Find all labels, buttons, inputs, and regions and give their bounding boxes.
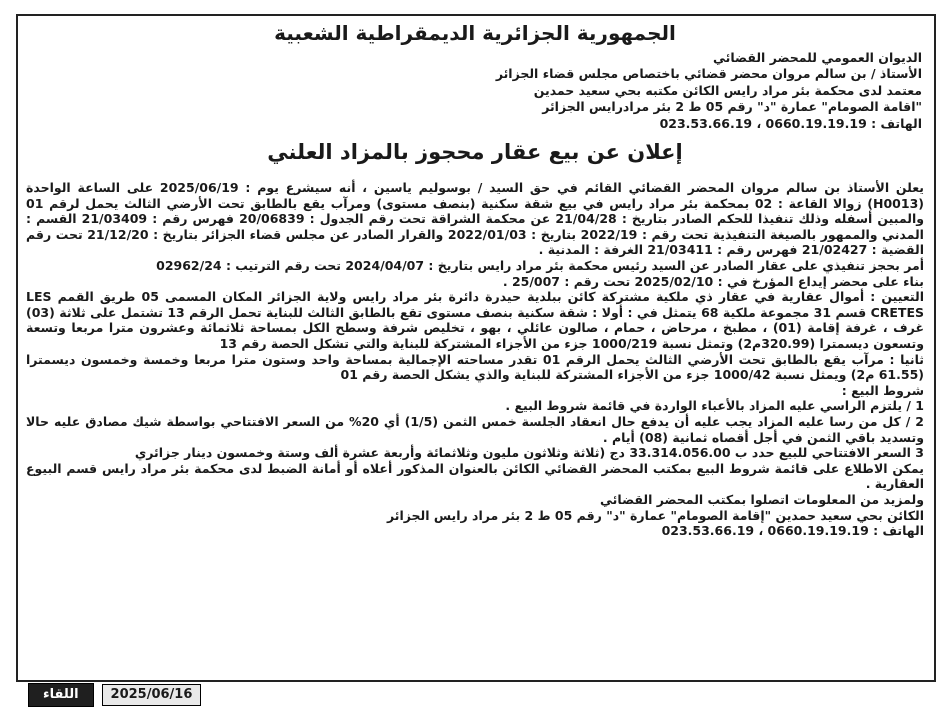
paragraph-garage: ثانيا : مرآب يقع بالطابق تحت الأرضي الثالث يحمل الرقم 01 تقدر مساحته الإجمالية بمساحة واحد وستون مترا مربعا وخمسة وخمسون ديسمترا (61.55 م2) ويمثل نسبة 1000/42 جزء من الأجزاء المشتركة للبناية والذي يشكل الحصة رقم 01 bbox=[26, 351, 924, 383]
paragraph-deposit: بناء على محضر إيداع المؤرخ في : 2025/02/10 تحت رقم : 25/007 . bbox=[502, 273, 924, 289]
condition-2: 2 / كل من رسا عليه المزاد يجب عليه أن يدفع حال انعقاد الجلسة خمس الثمن (1/5) أي 20% من السعر الافتتاحي بواسطة شيك مصادق عليه حالا وتسديد باقي الثمن في أجل أقصاه ثمانية (08) أيام . bbox=[26, 413, 924, 445]
office-line: الديوان العمومي للمحضر القضائي bbox=[713, 50, 922, 65]
condition-3: 3 السعر الافتتاحي للبيع حدد ب 33.314.056.00 دج (ثلاثة وثلاثون مليون وثلاثمائة وأربعة عشرة ألف وستة وخمسون دينار جزائري bbox=[134, 445, 924, 461]
notice-heading: إعلان عن بيع عقار محجوز بالمزاد العلني bbox=[267, 140, 683, 165]
country-title: الجمهورية الجزائرية الديمقراطية الشعبية bbox=[274, 21, 676, 45]
phone-line: الهاتف : 0660.19.19.19 ، 023.53.66.19 bbox=[659, 115, 922, 131]
bailiff-header bbox=[22, 50, 928, 132]
address-line: "اقامة الصومام" عمارة "د" رقم 05 ط 2 بئر مرادرايس الجزائر bbox=[542, 99, 922, 115]
bailiff-line: الأستاذ / بن سالم مروان محضر قضائي باختصاص مجلس قضاء الجزائر bbox=[495, 66, 922, 82]
paragraph-designation: التعيين : أموال عقارية في عقار ذي ملكية مشتركة كائن ببلدية حيدرة دائرة بئر مراد رايس ولاية الجزائر المكان المسمى 05 طريق القمم LES CRETES قسم 31 مجموعة ملكية 68 يتمثل في : أولا : شقة سكنية بنصف مستوى تقع بالطابق الثالث للبناية تحمل الرقم 13 تشتمل على ثلاثة (03) غرف ، غرفة إقامة (01) ، مطبخ ، مرحاض ، حمام ، صالون عائلي ، بهو ، تخليص شرفة وسطح الكل بمساحة ثلاثمائة وعشرون مترا مربعا وتسعة وتسعون ديسمترا (320.99م2) وتمثل نسبة 1000/219 جزء من الأجزاء المشتركة للبناية والتي تشكل الحصة رقم 13 bbox=[26, 289, 924, 351]
paragraph-announcement: يعلن الأستاذ بن سالم مروان المحضر القضائي القائم في حق السيد / بوسوليم ياسين ، أنه سيشرع يوم : 2025/06/19 على الساعة الواحدة (H0013) زوالا القاعة : 02 بمحكمة بئر مراد رايس في بيع شقة سكنية (بنصف مستوى) ومرآب يقع بالطابق تحت الأرضي الثالث يحمل لرقم 01 والمبين أسفله وذلك تنفيذا للحكم الصادر بتاريخ : 21/04/28 عن محكمة الشراقة تحت رقم الجدول : 20/06839 فهرس رقم : 21/03409 القسم : المدني والممهور بالصيغة التنفيذية تحت رقم : 2022/19 بتاريخ : 2022/01/03 والقرار الصادر عن مجلس قضاء الجزائر بتاريخ : 21/12/20 تحت رقم القضية : 21/02427 فهرس رقم : 21/03411 الغرفة : المدنية . bbox=[26, 180, 925, 258]
paragraph-consultation: يمكن الاطلاع على قائمة شروط البيع بمكتب المحضر القضائي الكائن بالعنوان المذكور أعلاه أو أمانة الضبط لدى محكمة بئر مراد رايس قسم البيوع العقارية . bbox=[26, 460, 924, 492]
paragraph-contact: ولمزيد من المعلومات اتصلوا بمكتب المحضر القضائي bbox=[600, 491, 924, 507]
publication-date: 2025/06/16 bbox=[102, 684, 202, 706]
publication-name: اللقاء bbox=[28, 683, 94, 707]
contact-phone: الهاتف : 0660.19.19.19 ، 023.53.66.19 bbox=[661, 523, 924, 539]
notice-body bbox=[22, 180, 928, 539]
paragraph-seizure-order: أمر بحجز تنفيذي على عقار الصادر عن السيد رئيس محكمة بئر مراد رايس بتاريخ : 2024/04/07 تحت رقم الترتيب : 02962/24 bbox=[156, 258, 924, 273]
conditions-title: شروط البيع : bbox=[841, 382, 924, 398]
court-line: معتمد لدى محكمة بئر مراد رايس الكائن مكتبه بحي سعيد حمدين bbox=[533, 82, 922, 98]
legal-notice bbox=[22, 18, 928, 678]
contact-address: الكائن بحي سعيد حمدين "إقامة الصومام" عمارة "د" رقم 05 ط 2 بئر مراد رايس الجزائر bbox=[386, 507, 924, 523]
condition-1: 1 / يلتزم الراسي عليه المزاد بالأعباء الواردة في قائمة شروط البيع . bbox=[505, 398, 924, 414]
publication-footer bbox=[28, 684, 201, 706]
